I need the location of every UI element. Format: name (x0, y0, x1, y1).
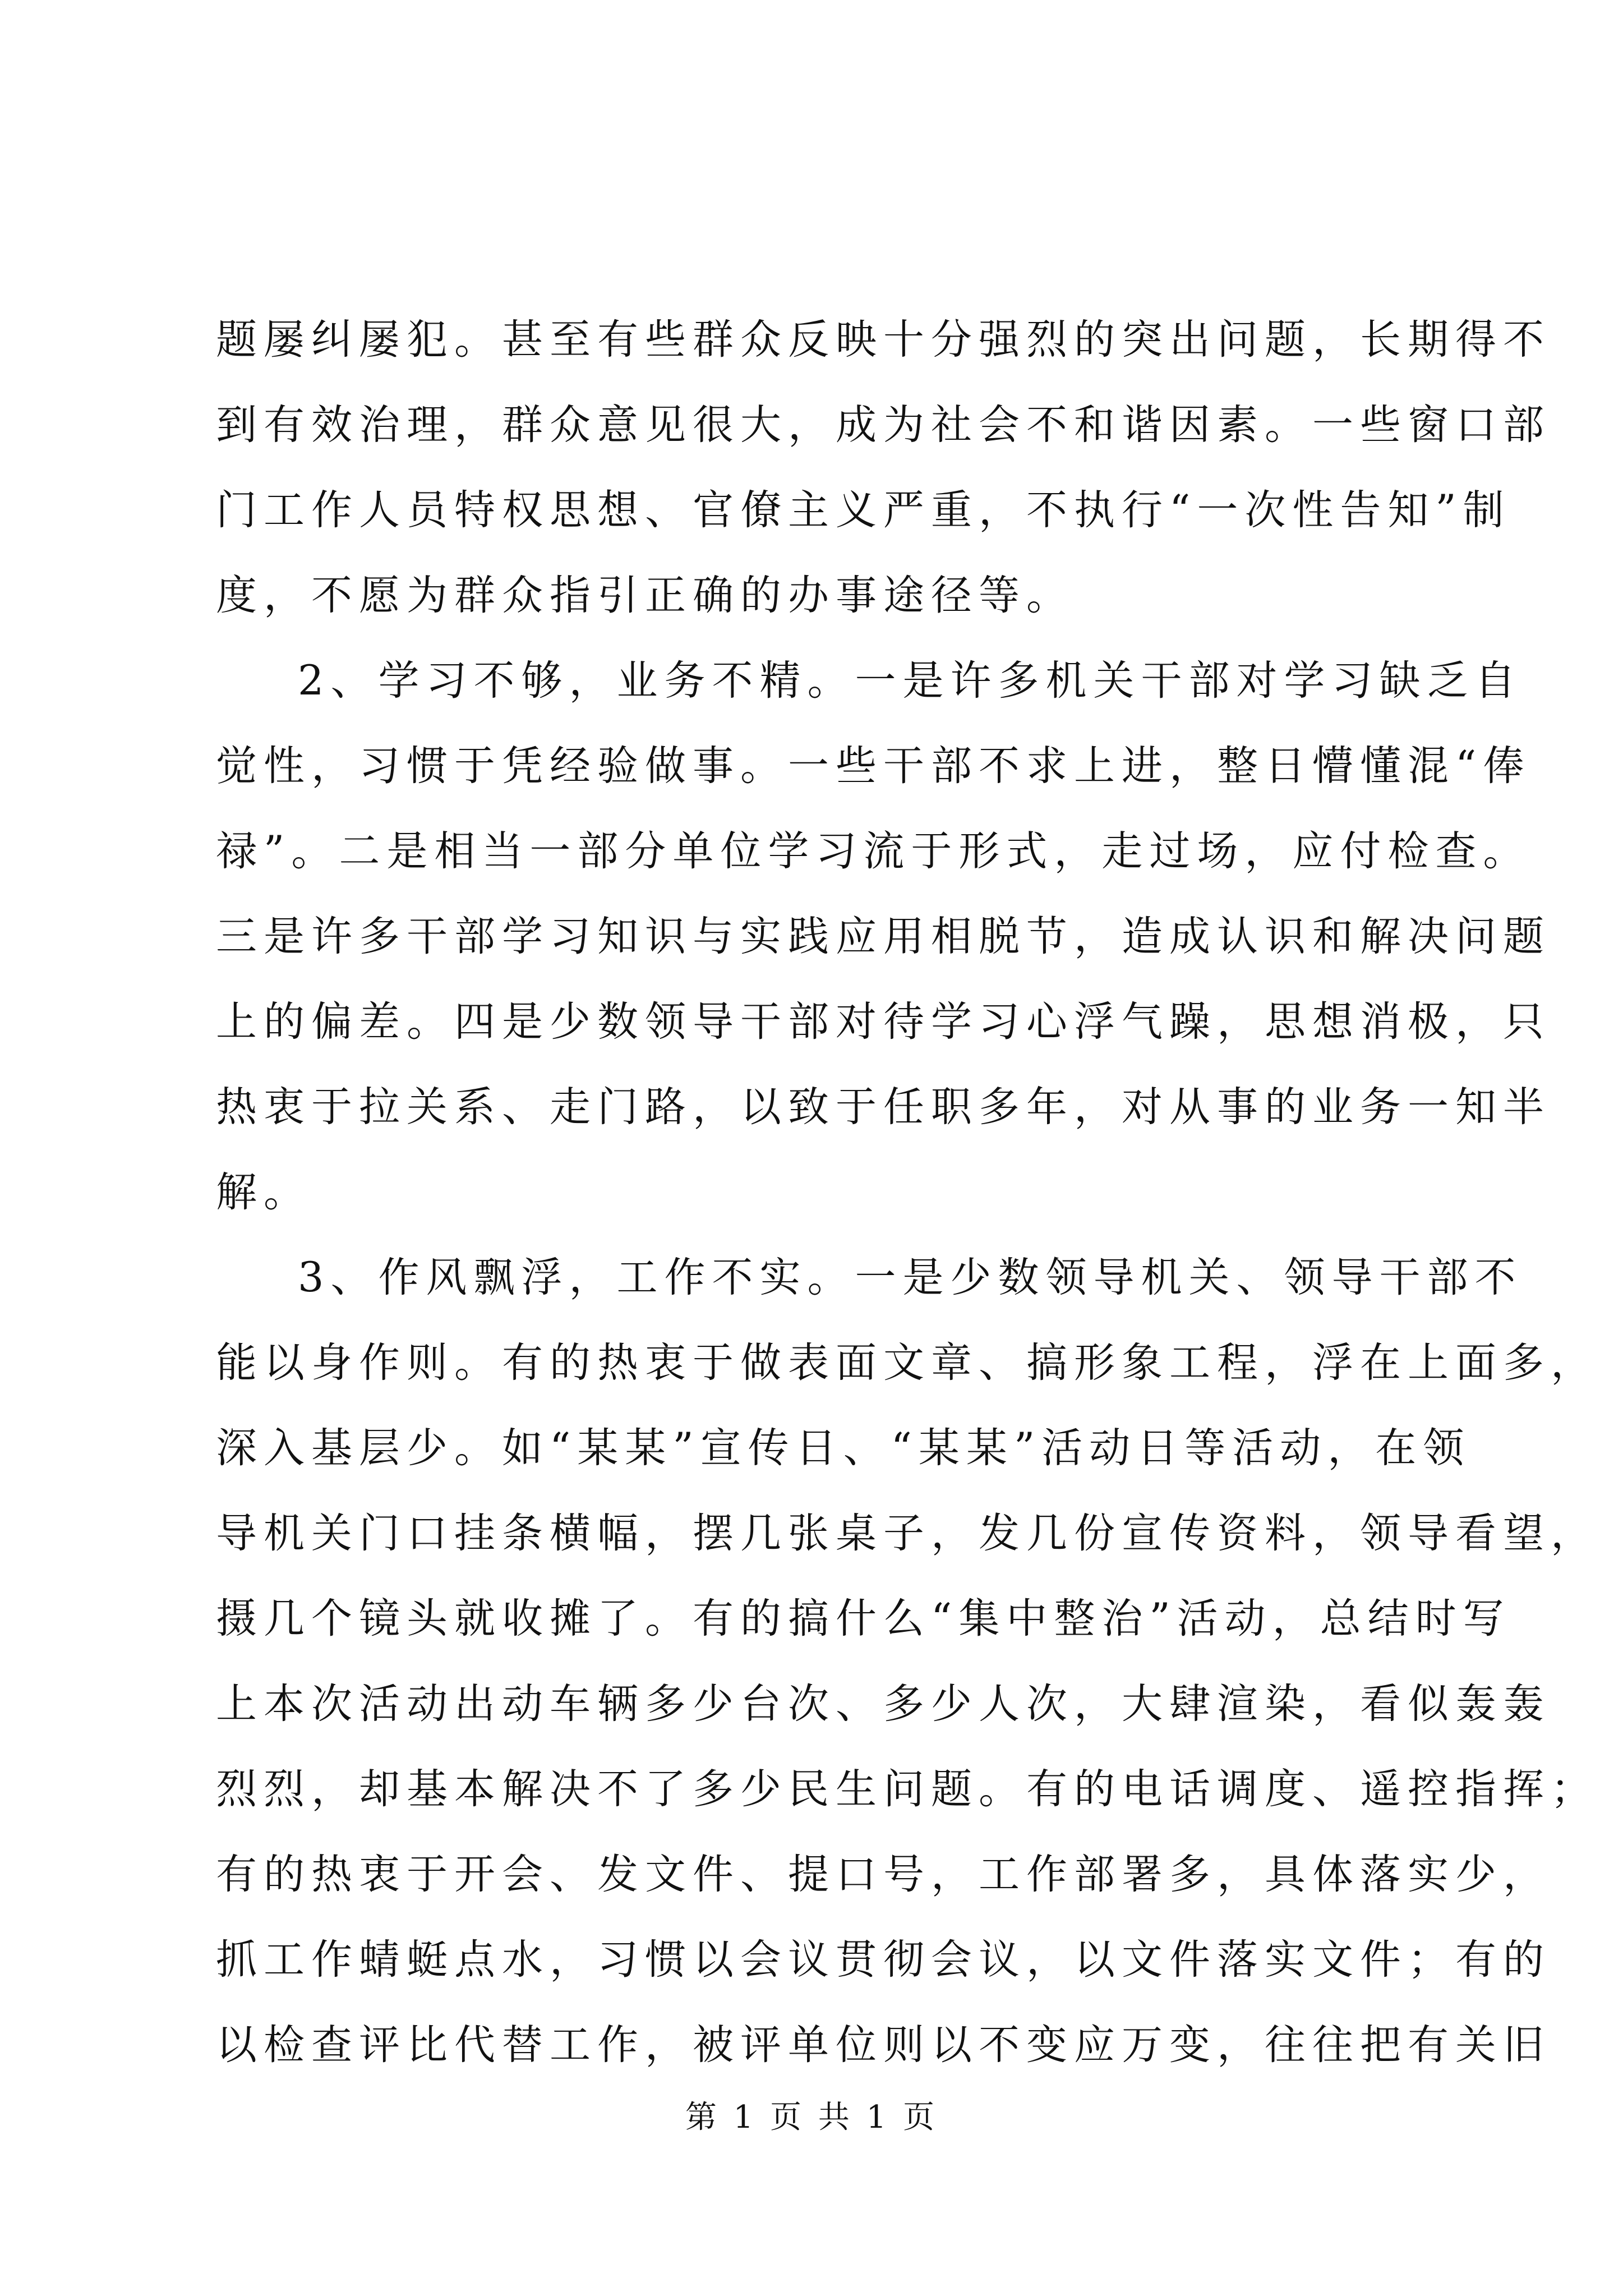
body-text (216, 297, 1598, 2088)
text-line: 上的偏差。四是少数领导干部对待学习心浮气躁，思想消极，只 (216, 998, 1551, 1046)
text-line: 门工作人员特权思想、官僚主义严重，不执行“一次性告知”制 (216, 486, 1511, 534)
text-line: 摄几个镜头就收摊了。有的搞什么“集中整治”活动，总结时写 (216, 1595, 1511, 1642)
text-line: 3、作风飘浮，工作不实。一是少数领导机关、领导干部不 (298, 1254, 1523, 1301)
text-line: 禄”。二是相当一部分单位学习流于形式，走过场，应付检查。 (216, 827, 1531, 875)
text-line: 到有效治理，群众意见很大，成为社会不和谐因素。一些窗口部 (216, 401, 1551, 449)
text-line: 有的热衷于开会、发文件、提口号，工作部署多，具体落实少， (216, 1851, 1551, 1898)
text-line: 觉性，习惯于凭经验做事。一些干部不求上进，整日懵懂混“俸 (216, 742, 1531, 790)
text-line: 题屡纠屡犯。甚至有些群众反映十分强烈的突出问题，长期得不 (216, 316, 1551, 364)
text-line: 深入基层少。如“某某”宣传日、“某某”活动日等活动，在领 (216, 1424, 1471, 1472)
text-line: 2、学习不够，业务不精。一是许多机关干部对学习缺乏自 (298, 657, 1523, 705)
text-line: 能以身作则。有的热衷于做表面文章、搞形象工程，浮在上面多， (216, 1339, 1598, 1387)
text-line: 上本次活动出动车辆多少台次、多少人次，大肆渲染，看似轰轰 (216, 1680, 1551, 1728)
text-line: 热衷于拉关系、走门路，以致于任职多年，对从事的业务一知半 (216, 1083, 1551, 1131)
text-line: 抓工作蜻蜓点水，习惯以会议贯彻会议，以文件落实文件；有的 (216, 1936, 1551, 1984)
text-line: 度，不愿为群众指引正确的办事途径等。 (216, 572, 1074, 619)
text-line: 以检查评比代替工作，被评单位则以不变应万变，往往把有关旧 (216, 2021, 1551, 2069)
text-line: 烈烈，却基本解决不了多少民生问题。有的电话调度、遥控指挥； (216, 1765, 1598, 1813)
text-line: 导机关门口挂条横幅，摆几张桌子，发几份宣传资料，领导看望， (216, 1510, 1598, 1557)
page-footer: 第 1 页 共 1 页 (685, 2099, 938, 2136)
text-line: 解。 (216, 1168, 311, 1216)
text-line: 三是许多干部学习知识与实践应用相脱节，造成认识和解决问题 (216, 913, 1551, 960)
